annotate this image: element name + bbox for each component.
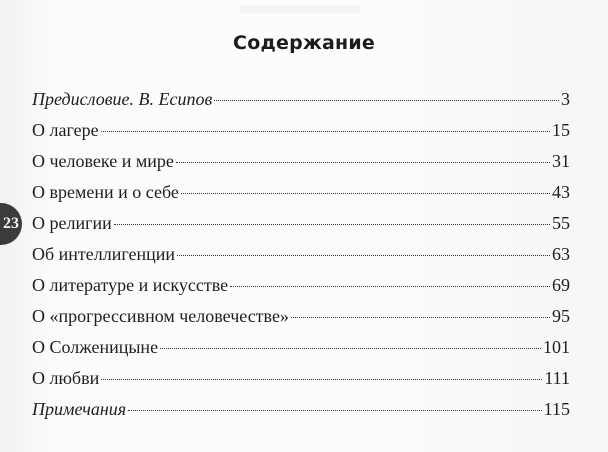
page-title: Содержание xyxy=(233,32,375,54)
toc-entry-label: О любви xyxy=(32,368,100,388)
toc-leader-dots xyxy=(128,410,542,411)
toc-entry xyxy=(32,368,570,399)
toc-entry-label: О Солженицыне xyxy=(32,337,159,357)
toc-entry-label: Предисловие. В. Есипов xyxy=(32,89,213,109)
page-number-label: 23 xyxy=(3,215,19,232)
toc-entry xyxy=(32,151,570,182)
toc-entry-page: 101 xyxy=(543,337,570,357)
table-of-contents xyxy=(32,89,570,430)
toc-leader-dots xyxy=(177,255,550,256)
toc-entry-label: Примечания xyxy=(32,399,127,419)
toc-entry-page: 69 xyxy=(552,275,570,295)
toc-leader-dots xyxy=(101,131,550,132)
toc-leader-dots xyxy=(101,379,542,380)
page-number-tab xyxy=(0,203,22,245)
toc-entry xyxy=(32,182,570,213)
toc-entry xyxy=(32,337,570,368)
toc-entry-page: 111 xyxy=(544,368,570,388)
toc-entry xyxy=(32,244,570,275)
toc-entry-page: 31 xyxy=(552,151,570,171)
toc-leader-dots xyxy=(230,286,550,287)
toc-leader-dots xyxy=(214,100,559,101)
toc-entry-label: О литературе и искусстве xyxy=(32,275,229,295)
bleed-through-shadow xyxy=(240,6,360,14)
toc-entry xyxy=(32,120,570,151)
toc-entry-page: 3 xyxy=(561,89,570,109)
toc-leader-dots xyxy=(181,193,550,194)
toc-entry xyxy=(32,89,570,120)
toc-leader-dots xyxy=(291,317,550,318)
toc-leader-dots xyxy=(160,348,541,349)
toc-entry-page: 63 xyxy=(552,244,570,264)
toc-entry-page: 95 xyxy=(552,306,570,326)
toc-entry-page: 15 xyxy=(552,120,570,140)
toc-entry xyxy=(32,306,570,337)
toc-entry-page: 115 xyxy=(543,399,570,419)
toc-entry-label: О лагере xyxy=(32,120,99,140)
toc-entry-label: Об интеллигенции xyxy=(32,244,176,264)
toc-leader-dots xyxy=(114,224,550,225)
toc-entry-page: 55 xyxy=(552,213,570,233)
toc-entry-label: О «прогрессивном человечестве» xyxy=(32,306,289,326)
toc-entry-label: О времени и о себе xyxy=(32,182,179,202)
toc-entry xyxy=(32,213,570,244)
toc-entry-label: О человеке и мире xyxy=(32,151,174,171)
toc-entry xyxy=(32,275,570,306)
toc-entry-label: О религии xyxy=(32,213,112,233)
toc-leader-dots xyxy=(176,162,550,163)
toc-entry-page: 43 xyxy=(552,182,570,202)
toc-entry xyxy=(32,399,570,430)
